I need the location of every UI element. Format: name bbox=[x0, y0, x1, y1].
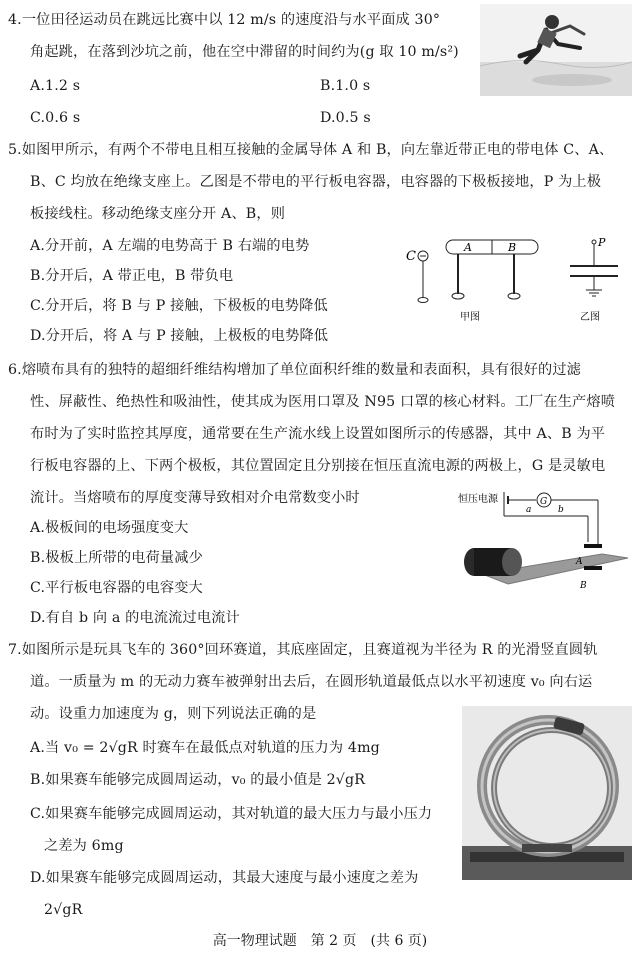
q6-option-a: A.极板间的电场强度变大 bbox=[30, 520, 189, 536]
q6-stem-line1: 6.熔喷布具有的独特的超细纤维结构增加了单位面积纤维的数量和表面积，具有很好的过滤 bbox=[8, 362, 582, 378]
q7-stem-line1: 7.如图所示是玩具飞车的 360°回环赛道，其底座固定，且赛道视为半径为 R 的光滑竖直圆轨 bbox=[8, 642, 598, 658]
q4-option-b: B.1.0 s bbox=[320, 78, 371, 94]
fig-label-c: C bbox=[406, 249, 416, 264]
meltblown-sensor-figure bbox=[452, 482, 632, 592]
q6-stem-line3: 布时为了实时监控其厚度，通常要在生产流水线上设置如图所示的传感器，其中 A、B 为平 bbox=[30, 426, 606, 442]
figure-yi-capacitor bbox=[560, 232, 632, 324]
q4-option-d: D.0.5 s bbox=[320, 110, 371, 126]
q7-option-b: B.如果赛车能够完成圆周运动，v₀ 的最小值是 2√gR bbox=[30, 772, 366, 788]
q6-stem-line4: 行板电容器的上、下两个极板，其位置固定且分别接在恒压直流电源的两极上，G 是灵敏电 bbox=[30, 458, 606, 474]
q5-stem-line1: 5.如图甲所示，有两个不带电且相互接触的金属导体 A 和 B，向左靠近带正电的带电体 C、A、 bbox=[8, 142, 614, 158]
q7-option-d-line2: 2√gR bbox=[44, 902, 83, 918]
q7-option-d-line1: D.如果赛车能够完成圆周运动，其最大速度与最小速度之差为 bbox=[30, 870, 419, 886]
q6-stem-line5: 流计。当熔喷布的厚度变薄导致相对介电常数变小时 bbox=[30, 490, 360, 506]
q5-option-c: C.分开后，将 B 与 P 接触，下极板的电势降低 bbox=[30, 298, 328, 314]
q6-option-b: B.极板上所带的电荷量减少 bbox=[30, 550, 203, 566]
q7-option-a: A.当 v₀ = 2√gR 时赛车在最低点对轨道的压力为 4mg bbox=[30, 740, 380, 756]
q7-option-c-line1: C.如果赛车能够完成圆周运动，其对轨道的最大压力与最小压力 bbox=[30, 806, 433, 822]
fig-label-b: B bbox=[508, 241, 517, 254]
q5-option-b: B.分开后，A 带正电，B 带负电 bbox=[30, 268, 234, 284]
figure-jia-conductors bbox=[400, 232, 550, 324]
q5-stem-line3: 板接线柱。移动绝缘支座分开 A、B，则 bbox=[30, 206, 286, 222]
q4-stem-line2: 角起跳，在落到沙坑之前，他在空中滞留的时间约为(g 取 10 m/s²) bbox=[30, 44, 459, 60]
q5-option-d: D.分开后，将 A 与 P 接触，上极板的电势降低 bbox=[30, 328, 329, 344]
q6-stem-line2: 性、屏蔽性、绝热性和吸油性，使其成为医用口罩及 N95 口罩的核心材料。工厂在生产熔喷 bbox=[30, 394, 616, 410]
q7-stem-line2: 道。一质量为 m 的无动力赛车被弹射出去后，在圆形轨道最低点以水平初速度 v₀ 向右运 bbox=[30, 674, 593, 690]
fig-source-label: 恒压电源 bbox=[458, 494, 498, 505]
q5-option-a: A.分开前，A 左端的电势高于 B 右端的电势 bbox=[30, 238, 310, 254]
q6-option-d: D.有自 b 向 a 的电流流过电流计 bbox=[30, 610, 240, 626]
long-jump-photo bbox=[480, 4, 632, 96]
fig-caption-jia: 甲图 bbox=[460, 312, 480, 323]
fig-plate-a: A bbox=[576, 557, 583, 567]
q6-option-c: C.平行板电容器的电容变大 bbox=[30, 580, 203, 596]
fig-label-p: P bbox=[598, 236, 606, 249]
loop-track-photo bbox=[462, 706, 632, 880]
q4-option-c: C.0.6 s bbox=[30, 110, 81, 126]
fig-terminal-b: b bbox=[558, 505, 564, 515]
fig-caption-yi: 乙图 bbox=[580, 312, 600, 323]
page-footer: 高一物理试题 第 2 页 (共 6 页) bbox=[212, 933, 428, 949]
fig-label-a: A bbox=[464, 241, 472, 254]
q5-stem-line2: B、C 均放在绝缘支座上。乙图是不带电的平行板电容器，电容器的下极板接地，P 为上极 bbox=[30, 174, 602, 190]
q4-stem-line1: 4.一位田径运动员在跳远比赛中以 12 m/s 的速度沿与水平面成 30° bbox=[8, 12, 441, 28]
fig-terminal-a: a bbox=[526, 505, 532, 515]
fig-plate-b: B bbox=[580, 581, 587, 591]
fig-galvanometer-g: G bbox=[540, 497, 548, 507]
q7-option-c-line2: 之差为 6mg bbox=[44, 838, 124, 854]
q7-stem-line3: 动。设重力加速度为 g，则下列说法正确的是 bbox=[30, 706, 317, 722]
q4-option-a: A.1.2 s bbox=[30, 78, 81, 94]
